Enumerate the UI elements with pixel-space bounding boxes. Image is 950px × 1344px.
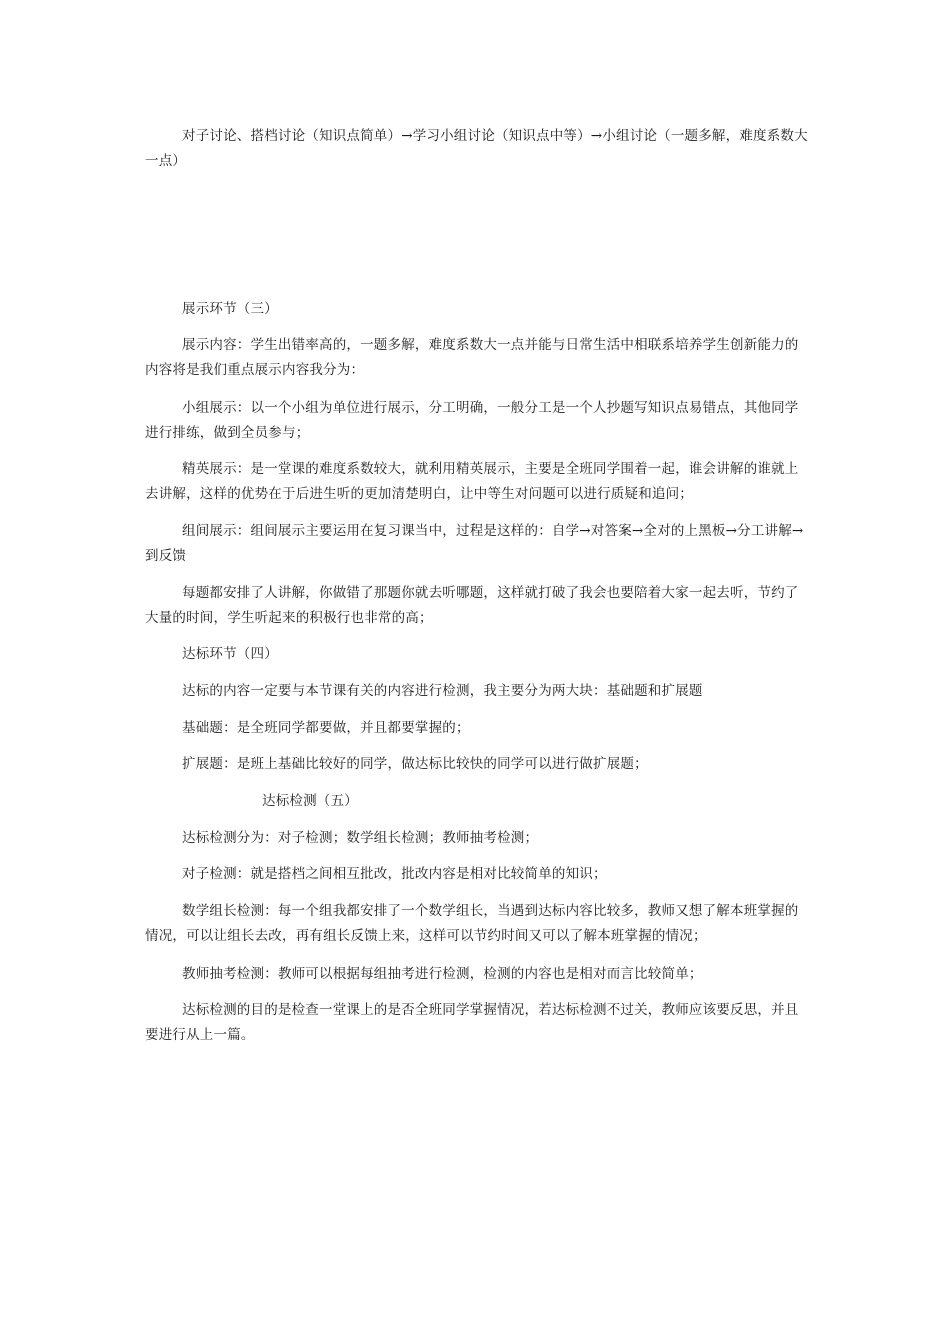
section4-paragraph-2: 基础题：是全班同学都要做，并且都要掌握的； — [182, 720, 470, 736]
section5-paragraph-3: 数学组长检测：每一个组我都安排了一个数学组长，当遇到达标内容比较多，教师又想了解本班掌握的情况，可以让组长去改，再有组长反馈上来，这样可以节约时间又可以了解本班掌握的情况； — [145, 903, 799, 944]
section5-paragraph-1: 达标检测分为：对子检测；数学组长检测；教师抽考检测； — [182, 830, 539, 846]
section3-paragraph-1: 展示内容：学生出错率高的，一题多解，难度系数大一点并能与日常生活中相联系培养学生创新能力的内容将是我们重点展示内容我分为： — [145, 337, 799, 378]
section4-heading: 达标环节（四） — [182, 646, 278, 662]
section5-paragraph-2: 对子检测：就是搭档之间相互批改，批改内容是相对比较简单的知识； — [182, 866, 607, 882]
section4-paragraph-1: 达标的内容一定要与本节课有关的内容进行检测，我主要分为两大块：基础题和扩展题 — [182, 683, 703, 699]
section3-paragraph-5: 每题都安排了人讲解，你做错了那题你就去听哪题，这样就打破了我会也要陪着大家一起去听，节约了大量的时间，学生听起来的积极行也非常的高； — [145, 585, 799, 626]
section4-paragraph-3: 扩展题：是班上基础比较好的同学，做达标比较快的同学可以进行做扩展题； — [182, 756, 648, 772]
section3-heading: 展示环节（三） — [182, 301, 278, 317]
section3-paragraph-2: 小组展示：以一个小组为单位进行展示，分工明确，一般分工是一个人抄题写知识点易错点，其他同学进行排练，做到全员参与； — [145, 400, 799, 441]
section5-paragraph-5: 达标检测的目的是检查一堂课上的是否全班同学掌握情况，若达标检测不过关，教师应该要反思，并且要进行从上一篇。 — [145, 1002, 799, 1043]
flow-paragraph: 对子讨论、搭档讨论（知识点简单）→学习小组讨论（知识点中等）→小组讨论（一题多解，难度系数大一点） — [145, 128, 808, 169]
section5-heading: 达标检测（五） — [262, 793, 358, 809]
section5-paragraph-4: 教师抽考检测：教师可以根据每组抽考进行检测，检测的内容也是相对而言比较简单； — [182, 966, 703, 982]
section3-paragraph-3: 精英展示：是一堂课的难度系数较大，就利用精英展示，主要是全班同学围着一起，谁会讲解的谁就上去讲解，这样的优势在于后进生听的更加清楚明白，让中等生对问题可以进行质疑和追问； — [145, 461, 799, 502]
section3-paragraph-4: 组间展示：组间展示主要运用在复习课当中，过程是这样的：自学→对答案→全对的上黑板→分工讲解→到反馈 — [145, 523, 804, 564]
